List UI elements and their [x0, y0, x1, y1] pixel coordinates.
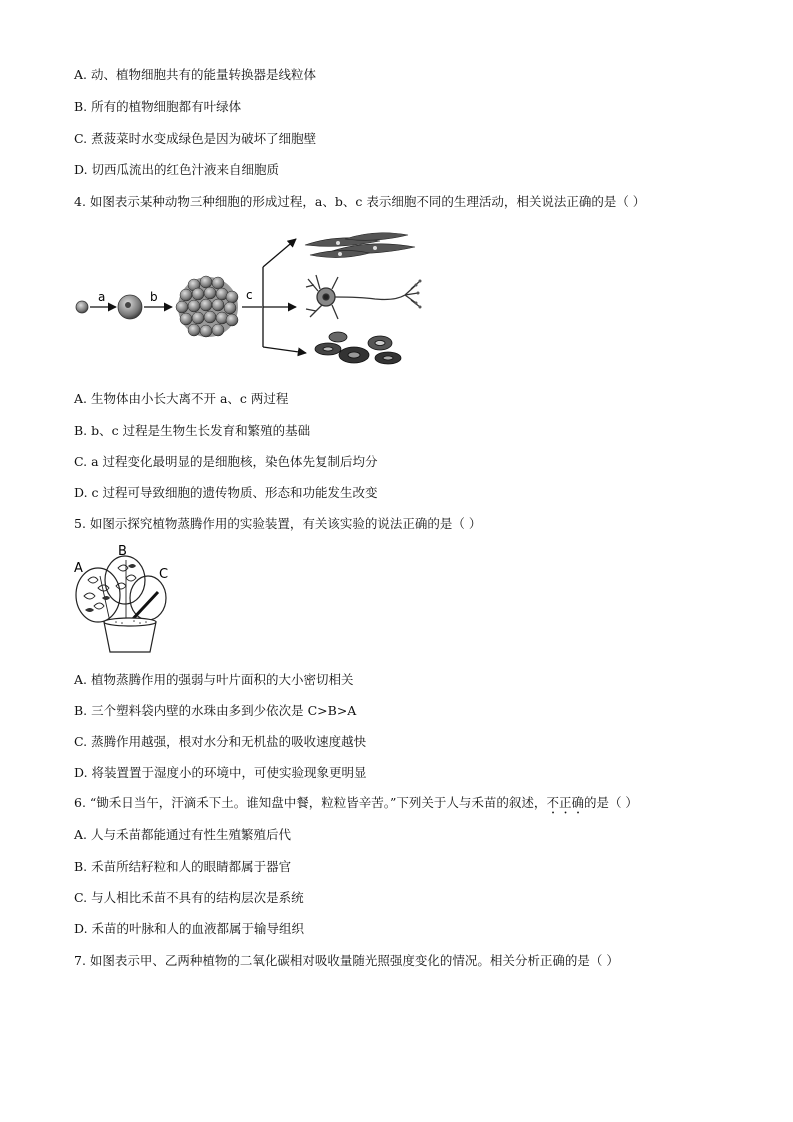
- q4-option-b: B. b、c 过程是生物生长发育和繁殖的基础: [74, 423, 311, 438]
- cell-cluster: [176, 276, 238, 337]
- q3-option-d: D. 切西瓜流出的红色汁液来自细胞质: [74, 162, 280, 177]
- q4-label-a: a: [98, 290, 106, 304]
- q4-stem: 4. 如图表示某种动物三种细胞的形成过程，a、b、c 表示细胞不同的生理活动，相关说法正确的是（ ）: [74, 194, 646, 209]
- q5-stem: 5. 如图示探究植物蒸腾作用的实验装置，有关该实验的说法正确的是（ ）: [74, 516, 482, 531]
- q6-stem-after: 的是（ ）: [583, 795, 638, 810]
- q5-option-d: D. 将装置置于湿度小的环境中，可使实验现象更明显: [74, 765, 367, 780]
- q5-option-b: B. 三个塑料袋内壁的水珠由多到少依次是 C>B>A: [74, 703, 357, 718]
- blood-cells: [315, 332, 401, 364]
- muscle-cells: [305, 233, 415, 258]
- q5-label-c: C: [159, 567, 169, 582]
- q5-label-b: B: [118, 544, 127, 559]
- q5-option-a: A. 植物蒸腾作用的强弱与叶片面积的大小密切相关: [74, 672, 354, 687]
- q4-cell-differentiation-figure: [70, 225, 430, 370]
- q3-option-b: B. 所有的植物细胞都有叶绿体: [74, 99, 242, 114]
- q4-option-d: D. c 过程可导致细胞的遗传物质、形态和功能发生改变: [74, 485, 378, 500]
- q4-label-c: c: [246, 288, 253, 302]
- q4-option-c: C. a 过程变化最明显的是细胞核，染色体先复制后均分: [74, 454, 378, 469]
- bag-b: [105, 556, 145, 604]
- q5-transpiration-apparatus-figure: [70, 540, 180, 658]
- q5-label-a: A: [74, 561, 83, 576]
- q4-option-a: A. 生物体由小长大离不开 a、c 两过程: [74, 391, 289, 406]
- bag-c: [130, 576, 166, 620]
- q3-option-a: A. 动、植物细胞共有的能量转换器是线粒体: [74, 67, 316, 82]
- q4-label-b: b: [150, 290, 158, 304]
- bag-a: [76, 568, 120, 622]
- q6-option-b: B. 禾苗所结籽粒和人的眼睛都属于器官: [74, 859, 292, 874]
- q6-option-a: A. 人与禾苗都能通过有性生殖繁殖后代: [74, 827, 291, 842]
- q6-option-d: D. 禾苗的叶脉和人的血液都属于输导组织: [74, 921, 305, 936]
- neuron: [306, 275, 422, 319]
- q5-option-c: C. 蒸腾作用越强，根对水分和无机盐的吸收速度越快: [74, 734, 367, 749]
- q3-option-c: C. 煮菠菜时水变成绿色是因为破坏了细胞壁: [74, 131, 317, 146]
- q6-stem-emphasis: 不正确: [546, 795, 584, 810]
- q6-stem-before: 6. “锄禾日当午，汗滴禾下土。谁知盘中餐，粒粒皆辛苦。”下列关于人与禾苗的叙述，: [74, 795, 547, 810]
- q7-stem: 7. 如图表示甲、乙两种植物的二氧化碳相对吸收量随光照强度变化的情况。相关分析正确的是（ ）: [74, 953, 619, 968]
- q6-stem: [74, 795, 638, 817]
- q6-option-c: C. 与人相比禾苗不具有的结构层次是系统: [74, 890, 304, 905]
